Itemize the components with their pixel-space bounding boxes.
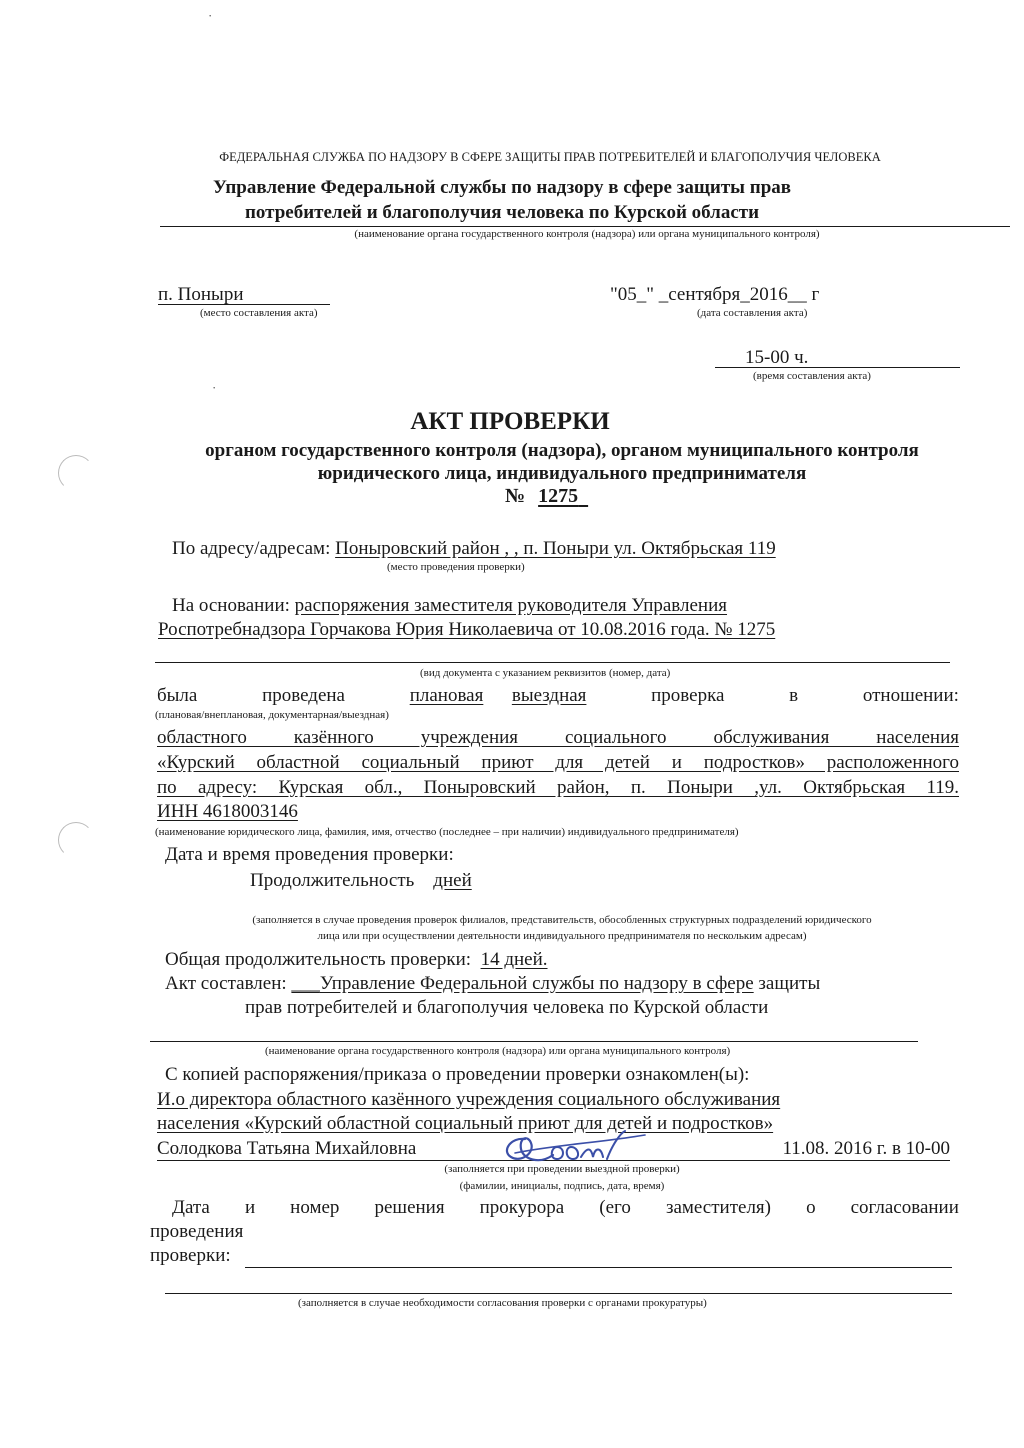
authority-caption: (наименование органа государственного контроля (надзора) или органа муниципального контроля) (354, 228, 820, 240)
duration-value: дней (433, 870, 472, 891)
date-caption: (дата составления акта) (697, 307, 808, 319)
place-underline (158, 304, 330, 305)
entity-caption: (наименование юридического лица, фамилия, имя, отчество (последнее – при наличии) индивидуального предпринимателя) (155, 826, 739, 838)
composed-value: Управление Федеральной службы по надзору в сфере (319, 973, 754, 994)
punch-hole-mark (58, 822, 94, 858)
time-underline (715, 367, 960, 368)
prosecutor-line-2: проведения (150, 1221, 244, 1242)
basis-line-2: Роспотребнадзора Горчакова Юрия Николаевича от 10.08.2016 года. № 1275 (158, 619, 776, 640)
inspection-word: в (789, 685, 799, 706)
act-subtitle-2: юридического лица, индивидуального предпринимателя (317, 463, 807, 484)
address-label: По адресу/адресам: (172, 538, 331, 559)
time-value: 15-00 ч. (745, 347, 809, 368)
time-caption: (время составления акта) (753, 370, 871, 382)
composed-line-2: прав потребителей и благополучия человека по Курской области (245, 997, 769, 1018)
place-caption: (место составления акта) (200, 307, 318, 319)
total-value: 14 дней. (480, 949, 548, 970)
acquainted-text: С копией распоряжения/приказа о проведении проверки ознакомлен(ы): (165, 1064, 750, 1085)
basis-caption: (вид документа с указанием реквизитов (номер, дата) (420, 667, 671, 679)
prosecutor-word: (его (599, 1197, 631, 1218)
prosecutor-word: прокурора (479, 1197, 565, 1218)
acquainted-caption-1: (заполняется при проведении выездной проверки) (444, 1163, 680, 1175)
total-row (165, 949, 548, 971)
datetime-caption-1: (заполняется в случае проведения проверок филиалов, представительств, обособленных структурных подразделений юридического (252, 914, 872, 926)
prosecutor-word: Дата (172, 1197, 210, 1218)
acquainted-datetime: 11.08. 2016 г. в 10-00 (782, 1138, 950, 1159)
act-number: 1275 (538, 485, 579, 507)
total-label: Общая продолжительность проверки: (165, 949, 472, 970)
prosecutor-row (172, 1197, 959, 1219)
inspection-type: плановая выездная (409, 685, 587, 706)
authority-line-1: Управление Федеральной службы по надзору в сфере защиты прав (212, 177, 792, 198)
datetime-label: Дата и время проведения проверки: (165, 844, 454, 865)
act-number-label: № (505, 485, 526, 507)
inspection-row (157, 685, 959, 707)
duration-label: Продолжительность (250, 870, 415, 891)
prosecutor-word: согласовании (850, 1197, 959, 1218)
basis-row-1 (172, 595, 727, 617)
act-subtitle-1: органом государственного контроля (надзора), органом муниципального контроля (205, 440, 919, 461)
inspection-word: проведена (262, 685, 345, 706)
composed-row: Акт составлен: ___Управление Федеральной службы по надзору в сфере защиты (165, 973, 821, 994)
date-value: "05_" _сентября_2016__ г (610, 284, 820, 305)
prosecutor-word: заместителя) (665, 1197, 771, 1218)
authority-line-2: потребителей и благополучия человека по Курской области (244, 202, 760, 223)
address-caption: (место проведения проверки) (387, 561, 525, 573)
entity-line-3: по адресу: Курская обл., Поныровский район, п. Поныри ,ул. Октябрьская 119. (157, 777, 959, 798)
prosecutor-word: и (244, 1197, 256, 1218)
act-number-row (505, 485, 588, 508)
place-value: п. Поныри (158, 284, 244, 305)
inspection-word: проверка (651, 685, 725, 706)
agency-name: ФЕДЕРАЛЬНАЯ СЛУЖБА ПО НАДЗОРУ В СФЕРЕ ЗАЩИТЫ ПРАВ ПОТРЕБИТЕЛЕЙ И БЛАГОПОЛУЧИЯ ЧЕЛОВЕКА (219, 150, 881, 164)
authority-underline (160, 226, 1010, 227)
composed-caption: (наименование органа государственного контроля (надзора) или органа муниципального контроля) (265, 1045, 731, 1057)
address-value: Поныровский район , , п. Поныри ул. Октябрьская 119 (335, 538, 776, 559)
basis-label: На основании: (172, 595, 290, 616)
scan-mark: · (212, 380, 217, 395)
act-title: АКТ ПРОВЕРКИ (410, 408, 610, 435)
prosecutor-word: о (806, 1197, 816, 1218)
inspection-word: отношении: (862, 685, 959, 706)
scan-mark: · (208, 8, 213, 23)
entity-inn: ИНН 4618003146 (157, 801, 298, 822)
prosecutor-caption: (заполняется в случае необходимости согласования проверки с органами прокуратуры) (298, 1297, 707, 1309)
acquainted-line-2: населения «Курский областной социальный приют для детей и подростков» (157, 1113, 774, 1134)
datetime-caption-2: лица или при осуществлении деятельности индивидуального предпринимателя по нескольким адресам) (317, 930, 807, 942)
acquainted-caption-2: (фамилии, инициалы, подпись, дата, время) (459, 1180, 665, 1192)
address-row (172, 538, 776, 560)
basis-underline (155, 662, 950, 663)
inspection-word: была (157, 685, 198, 706)
prosecutor-word: решения (374, 1197, 445, 1218)
prosecutor-underline-1 (245, 1267, 952, 1268)
prosecutor-word: номер (290, 1197, 340, 1218)
basis-line-1: распоряжения заместителя руководителя Управления (294, 595, 728, 616)
inspection-caption: (плановая/внеплановая, документарная/выездная) (155, 709, 389, 721)
entity-line-1: областного казённого учреждения социального обслуживания населения (157, 727, 959, 748)
prosecutor-underline-2 (165, 1293, 952, 1294)
composed-underline (150, 1041, 918, 1042)
duration-row (250, 870, 472, 892)
entity-line-2: «Курский областной социальный приют для детей и подростков» расположенного (157, 752, 959, 773)
acquainted-name: Солодкова Татьяна Михайловна (157, 1138, 417, 1159)
acquainted-line-1: И.о директора областного казённого учреждения социального обслуживания (157, 1089, 781, 1110)
prosecutor-line-3: проверки: (150, 1245, 231, 1266)
composed-label: Акт составлен: (165, 973, 287, 994)
